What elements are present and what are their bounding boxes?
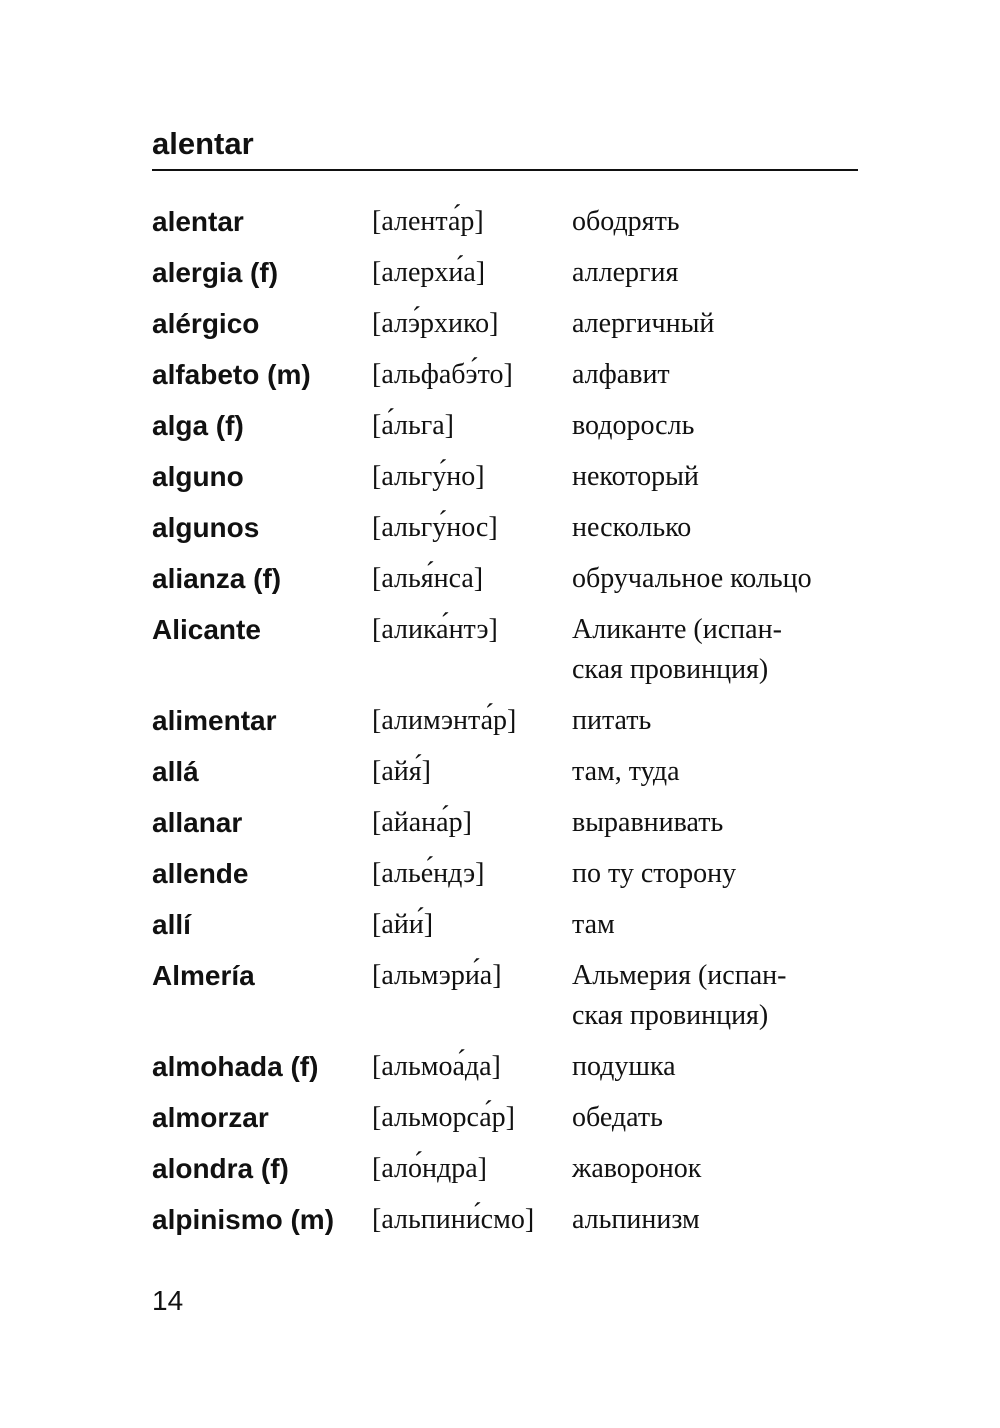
transcription: [айя́] xyxy=(372,756,431,787)
transcription: [альгу́но] xyxy=(372,461,485,492)
translation-line: выравнивать xyxy=(572,807,724,838)
translation-line: аллергия xyxy=(572,257,679,288)
transcription: [алента́р] xyxy=(372,206,484,237)
transcription: [алья́нса] xyxy=(372,563,484,594)
transcription: [айи́] xyxy=(372,909,434,940)
entry xyxy=(152,1047,872,1087)
translation xyxy=(572,1047,872,1087)
headword: Alicante xyxy=(152,614,261,645)
translation-line: алфавит xyxy=(572,359,670,390)
translation-line: там xyxy=(572,909,615,940)
transcription: [а́льга] xyxy=(372,410,454,441)
entry xyxy=(152,508,872,548)
entry xyxy=(152,1200,872,1240)
translation xyxy=(572,202,872,242)
transcription: [альгу́нос] xyxy=(372,512,498,543)
translation-line: подушка xyxy=(572,1051,676,1082)
headword: alianza (f) xyxy=(152,563,282,594)
translation-line: питать xyxy=(572,705,652,736)
running-head: alentar xyxy=(152,126,254,161)
translation xyxy=(572,457,872,497)
translation-line: алергичный xyxy=(572,308,715,339)
headword: alfabeto (m) xyxy=(152,359,311,390)
translation xyxy=(572,355,872,395)
transcription: [альфабэ́то] xyxy=(372,359,513,390)
entry xyxy=(152,752,872,792)
translation xyxy=(572,253,872,293)
entry xyxy=(152,559,872,599)
headword: alentar xyxy=(152,206,244,237)
transcription: [альморса́р] xyxy=(372,1102,515,1133)
headword: almohada (f) xyxy=(152,1051,319,1082)
entry xyxy=(152,610,872,690)
translation-line: по ту сторону xyxy=(572,858,737,889)
headword: alguno xyxy=(152,461,244,492)
translation xyxy=(572,905,872,945)
page-number: 14 xyxy=(152,1285,184,1316)
entry xyxy=(152,304,872,344)
headword: alpinismo (m) xyxy=(152,1204,335,1235)
entry xyxy=(152,202,872,242)
translation-line: жаворонок xyxy=(572,1153,702,1184)
headword: algunos xyxy=(152,512,260,543)
translation xyxy=(572,406,872,446)
translation xyxy=(572,508,872,548)
headword: almorzar xyxy=(152,1102,269,1133)
translation-line: Альмерия (испан- xyxy=(572,960,787,991)
transcription: [альмэри́а] xyxy=(372,960,502,991)
entry xyxy=(152,956,872,1036)
headword: allá xyxy=(152,756,199,787)
transcription: [алье́ндэ] xyxy=(372,858,485,889)
transcription: [альпини́смо] xyxy=(372,1204,535,1235)
entry xyxy=(152,1098,872,1138)
translation xyxy=(572,803,872,843)
translation xyxy=(572,610,872,690)
translation xyxy=(572,1098,872,1138)
transcription: [алерхи́а] xyxy=(372,257,486,288)
entry xyxy=(152,854,872,894)
entry xyxy=(152,355,872,395)
translation-line: водоросль xyxy=(572,410,695,441)
transcription: [альмоа́да] xyxy=(372,1051,501,1082)
translation-line: ободрять xyxy=(572,206,680,237)
translation xyxy=(572,304,872,344)
translation-line: обручальное кольцо xyxy=(572,563,812,594)
transcription: [алика́нтэ] xyxy=(372,614,498,645)
translation-line: несколько xyxy=(572,512,692,543)
headword: alga (f) xyxy=(152,410,244,441)
translation-line: там, туда xyxy=(572,756,680,787)
headword: alimentar xyxy=(152,705,277,736)
headword: allí xyxy=(152,909,191,940)
transcription: [айана́р] xyxy=(372,807,472,838)
translation xyxy=(572,701,872,741)
headword: Almería xyxy=(152,960,255,991)
entry xyxy=(152,701,872,741)
headword: alergia (f) xyxy=(152,257,279,288)
transcription: [алимэнта́р] xyxy=(372,705,517,736)
entry xyxy=(152,803,872,843)
transcription: [ало́ндра] xyxy=(372,1153,487,1184)
entry xyxy=(152,905,872,945)
headword: allende xyxy=(152,858,249,889)
entry-list xyxy=(152,202,872,1251)
translation xyxy=(572,752,872,792)
transcription: [алэ́рхико] xyxy=(372,308,499,339)
headword: alérgico xyxy=(152,308,260,339)
translation-line: альпинизм xyxy=(572,1204,700,1235)
entry xyxy=(152,253,872,293)
translation-line: ская провинция) xyxy=(572,1000,769,1031)
translation xyxy=(572,854,872,894)
header-rule xyxy=(152,169,858,171)
translation-line: некоторый xyxy=(572,461,699,492)
entry xyxy=(152,406,872,446)
translation xyxy=(572,559,872,599)
translation-line: Аликанте (испан- xyxy=(572,614,782,645)
translation xyxy=(572,956,872,1036)
translation xyxy=(572,1200,872,1240)
entry xyxy=(152,457,872,497)
translation-line: ская провинция) xyxy=(572,654,769,685)
translation xyxy=(572,1149,872,1189)
headword: allanar xyxy=(152,807,243,838)
translation-line: обедать xyxy=(572,1102,663,1133)
headword: alondra (f) xyxy=(152,1153,289,1184)
entry xyxy=(152,1149,872,1189)
